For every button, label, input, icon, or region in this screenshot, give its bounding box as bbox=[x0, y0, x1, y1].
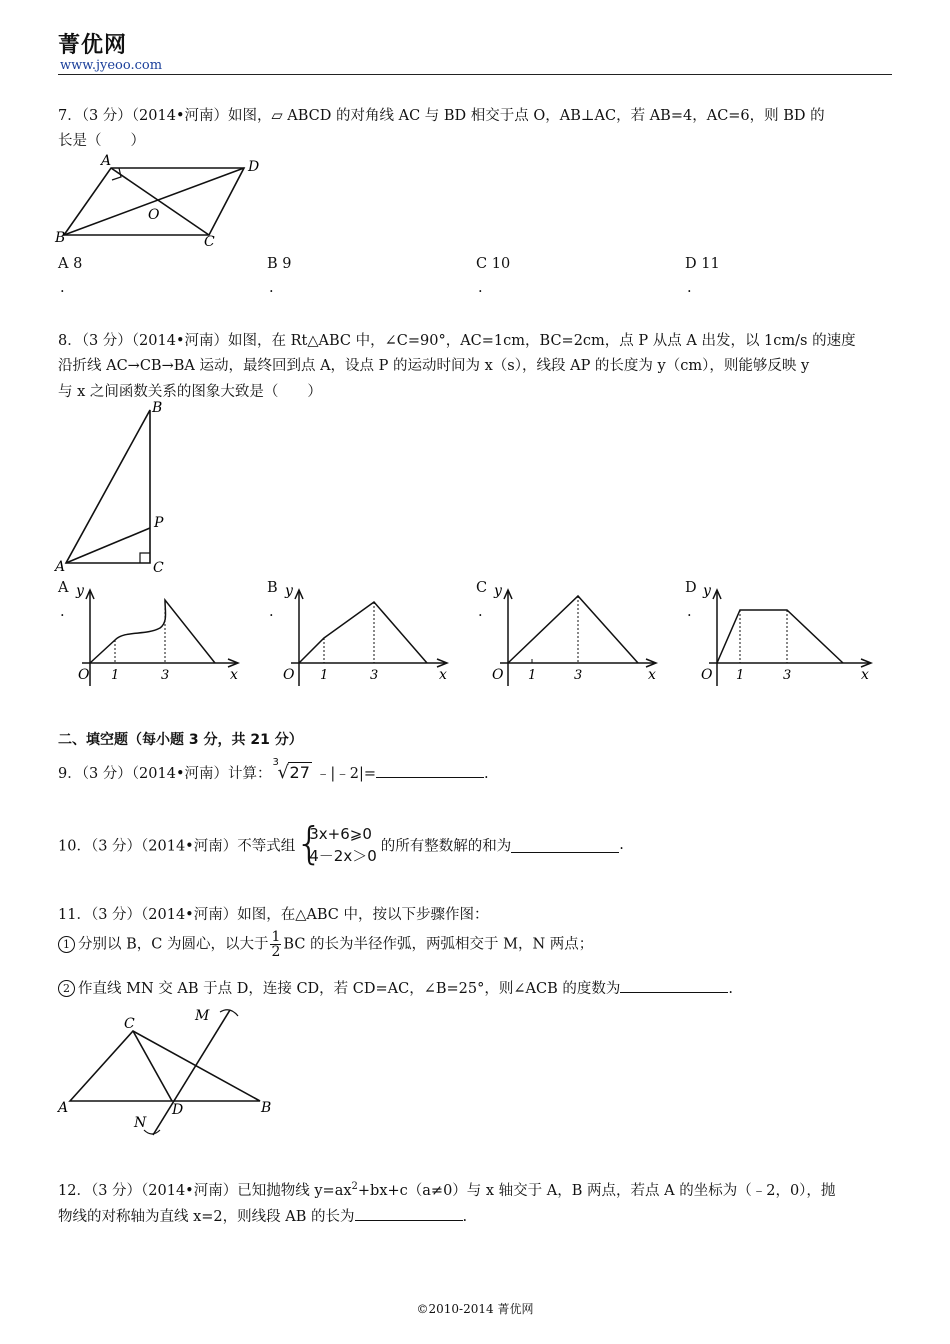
q8-text-line3: 与 x 之间函数关系的图象大致是（ ） bbox=[58, 384, 322, 400]
q8-graph-a bbox=[70, 578, 245, 690]
q11-text-line1: 11．（3 分）（2014•河南）如图，在△ABC 中，按以下步骤作图： bbox=[58, 907, 489, 923]
svg-text:1: 1 bbox=[111, 668, 120, 683]
svg-text:B: B bbox=[261, 1100, 272, 1116]
footer-copyright: ©2010-2014 菁优网 bbox=[416, 1302, 534, 1316]
q8-option-a[interactable]: A bbox=[58, 580, 69, 596]
svg-text:3: 3 bbox=[574, 668, 583, 683]
q8-label-p: P bbox=[154, 515, 164, 531]
arc-n bbox=[144, 1130, 160, 1134]
svg-text:1: 1 bbox=[528, 668, 537, 683]
q7-option-b-dot: . bbox=[269, 280, 274, 296]
q7-label-d: D bbox=[248, 159, 260, 175]
q8-option-d[interactable]: D bbox=[685, 580, 697, 596]
q7-option-a-dot: . bbox=[60, 280, 65, 296]
svg-text:O: O bbox=[78, 667, 90, 683]
svg-text:y: y bbox=[285, 583, 293, 599]
q7-option-b[interactable]: B 9 bbox=[267, 256, 292, 272]
svg-text:1: 1 bbox=[736, 668, 745, 683]
q10-text: 10．（3 分）（2014•河南）不等式组 { 3x+6⩾0 4－2x＞0 的所有整数解的和为 . bbox=[58, 823, 624, 867]
q8-option-d-dot: . bbox=[687, 604, 692, 620]
svg-text:3: 3 bbox=[783, 668, 792, 683]
q8-option-c[interactable]: C bbox=[476, 580, 488, 596]
curve-d bbox=[717, 610, 843, 663]
q7-option-d-dot: . bbox=[687, 280, 692, 296]
svg-text:O: O bbox=[283, 667, 295, 683]
diagonal-ac bbox=[111, 168, 209, 235]
svg-text:x: x bbox=[230, 667, 238, 683]
q7-option-d[interactable]: D 11 bbox=[685, 256, 720, 272]
q11-construction-figure bbox=[52, 1002, 282, 1142]
q8-option-c-dot: . bbox=[478, 604, 483, 620]
curve-c bbox=[508, 596, 638, 663]
q9-text: 9．（3 分）（2014•河南）计算： 3 √ 27 ﹣|﹣2|= . bbox=[58, 757, 489, 783]
q11-step2: 2 作直线 MN 交 AB 于点 D，连接 CD，若 CD=AC，∠B=25°，则∠ACB 的度数为 . bbox=[58, 977, 733, 998]
svg-text:x: x bbox=[439, 667, 447, 683]
q7-parallelogram-figure bbox=[52, 150, 272, 250]
svg-text:M: M bbox=[195, 1008, 210, 1024]
q8-graph-c bbox=[488, 578, 663, 690]
svg-text:3: 3 bbox=[370, 668, 379, 683]
svg-text:y: y bbox=[703, 583, 711, 599]
segment-ap bbox=[66, 528, 150, 563]
q8-graph-b bbox=[279, 578, 454, 690]
q7-option-a[interactable]: A 8 bbox=[58, 256, 83, 272]
section-title-fill-in: 二、填空题（每小题 3 分，共 21 分） bbox=[58, 732, 303, 748]
q11-answer-blank[interactable] bbox=[620, 978, 728, 993]
diagonal-bd bbox=[64, 168, 244, 235]
svg-text:N: N bbox=[134, 1115, 147, 1131]
q7-text-line1: 7．（3 分）（2014•河南）如图，▱ ABCD 的对角线 AC 与 BD 相交于点 O，AB⊥AC，若 AB=4，AC=6，则 BD 的 bbox=[58, 108, 825, 124]
q11-step1: 1 分别以 B，C 为圆心，以大于 $\frac{1}{2}$ BC 的长为半径作弧，两弧相交于 M，N 两点； bbox=[58, 930, 593, 959]
q7-option-c-dot: . bbox=[478, 280, 483, 296]
svg-text:x: x bbox=[648, 667, 656, 683]
q8-label-c: C bbox=[153, 560, 164, 576]
q10-answer-blank[interactable] bbox=[511, 838, 619, 853]
q7-label-a: A bbox=[101, 153, 112, 169]
svg-text:A: A bbox=[58, 1100, 69, 1116]
svg-text:x: x bbox=[861, 667, 869, 683]
svg-text:O: O bbox=[701, 667, 713, 683]
svg-text:y: y bbox=[494, 583, 502, 599]
q8-option-a-dot: . bbox=[60, 604, 65, 620]
q8-label-a: A bbox=[55, 559, 66, 575]
svg-text:3: 3 bbox=[161, 668, 170, 683]
q10-inequality-system: { 3x+6⩾0 4－2x＞0 bbox=[299, 823, 377, 867]
step1-circle-mark: 1 bbox=[58, 936, 75, 953]
curve-a bbox=[90, 600, 215, 663]
q12-answer-blank[interactable] bbox=[355, 1206, 463, 1221]
right-angle-mark bbox=[140, 553, 150, 563]
q8-text-line1: 8．（3 分）（2014•河南）如图，在 Rt△ABC 中，∠C=90°，AC=1cm，BC=2cm，点 P 从点 A 出发，以 1cm/s 的速度 bbox=[58, 333, 856, 349]
q8-text-line2: 沿折线 AC→CB→BA 运动，最终回到点 A，设点 P 的运动时间为 x（s），线段 AP 的长度为 y（cm），则能够反映 y bbox=[58, 358, 810, 374]
triangle-abc bbox=[66, 410, 150, 563]
q7-text-line2: 长是（ ） bbox=[58, 133, 145, 149]
q8-triangle-figure bbox=[52, 396, 182, 576]
q7-label-o: O bbox=[148, 207, 160, 223]
svg-text:y: y bbox=[76, 583, 84, 599]
triangle-abc bbox=[70, 1031, 260, 1101]
svg-text:O: O bbox=[492, 667, 504, 683]
svg-text:D: D bbox=[172, 1102, 184, 1118]
header-divider bbox=[58, 74, 892, 75]
q11-fraction: $\frac{1}{2}$ bbox=[271, 929, 281, 960]
svg-text:1: 1 bbox=[320, 668, 329, 683]
step2-circle-mark: 2 bbox=[58, 980, 75, 997]
site-logo-text: 菁优网 bbox=[58, 33, 128, 58]
q12-text-line1: 12．（3 分）（2014•河南）已知抛物线 $y=ax^2+bx+c(a\ne 0)$与 x 轴交于 A，B 两点，若点 A 的坐标为（﹣2，0），抛 bbox=[58, 1181, 836, 1199]
q8-option-b[interactable]: B bbox=[267, 580, 278, 596]
q9-answer-blank[interactable] bbox=[376, 763, 484, 778]
q7-label-b: B bbox=[55, 230, 66, 246]
q8-graph-d bbox=[697, 578, 877, 690]
site-url[interactable]: www.jyeoo.com bbox=[60, 58, 163, 73]
line-mn bbox=[153, 1010, 230, 1135]
q7-label-c: C bbox=[204, 234, 215, 250]
q7-option-c[interactable]: C 10 bbox=[476, 256, 511, 272]
svg-text:C: C bbox=[124, 1016, 135, 1032]
q9-cube-root: 3 √ 27 bbox=[272, 757, 310, 783]
q12-text-line2: 物线的对称轴为直线 x=2，则线段 AB 的长为 . bbox=[58, 1205, 467, 1226]
q8-label-b: B bbox=[152, 400, 163, 416]
q8-option-b-dot: . bbox=[269, 604, 274, 620]
curve-b bbox=[299, 602, 427, 663]
